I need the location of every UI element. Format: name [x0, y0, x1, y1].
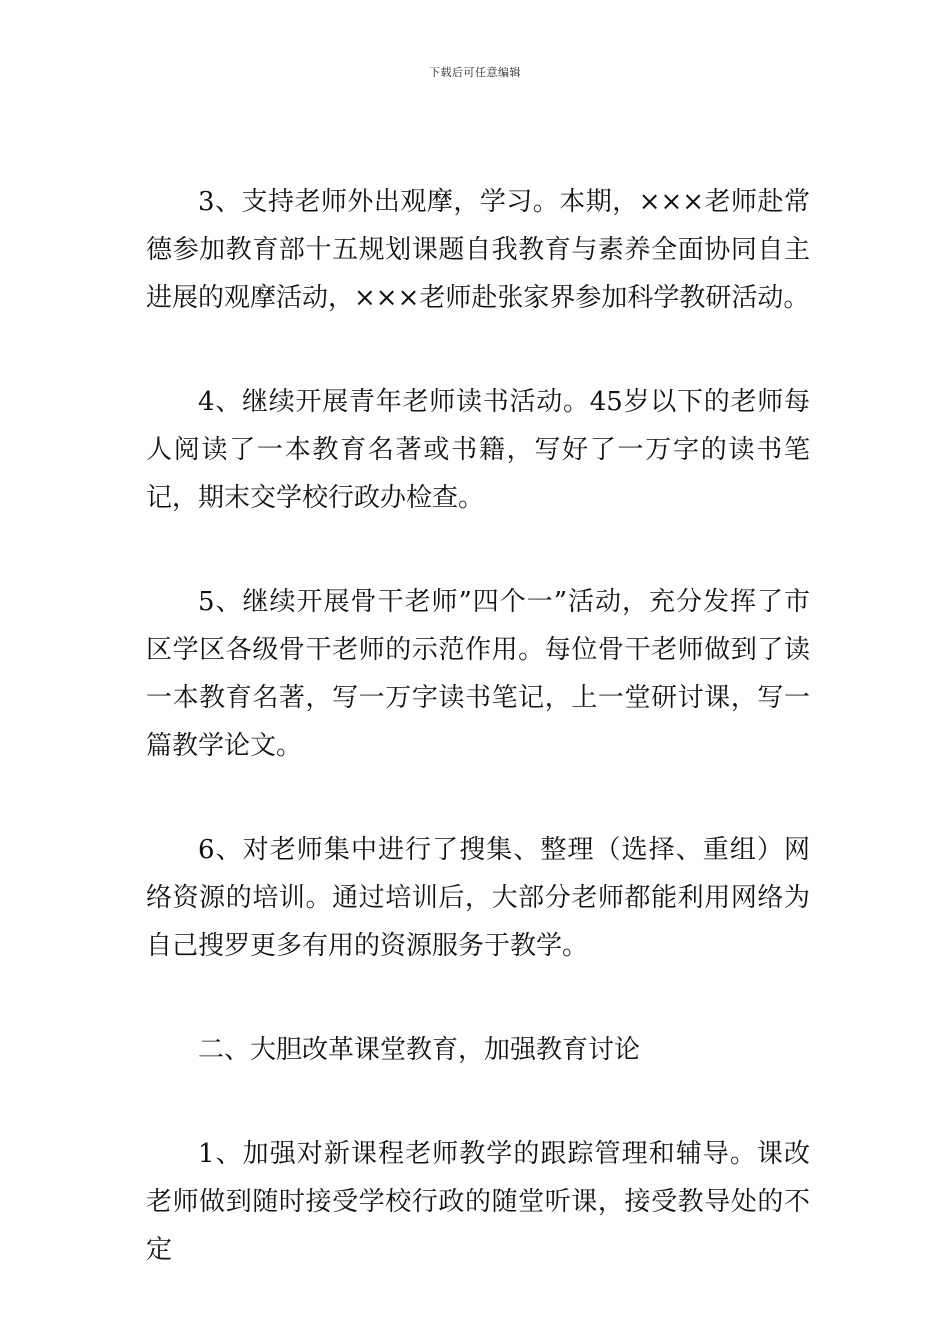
paragraph-spacer — [146, 322, 810, 378]
paragraph-spacer — [146, 770, 810, 826]
paragraph-item-6: 6、对老师集中进行了搜集、整理（选择、重组）网络资源的培训。通过培训后，大部分老师都能利用网络为自己搜罗更多有用的资源服务于教学。 — [146, 835, 810, 961]
page-header-note: 下载后可任意编辑 — [429, 66, 521, 79]
paragraph-item-3: 3、支持老师外出观摩，学习。本期，×××老师赴常德参加教育部十五规划课题自我教育与素养全面协同自主进展的观摩活动，×××老师赴张家界参加科学教研活动。 — [146, 187, 810, 313]
section-heading: 二、大胆改革课堂教育，加强教育讨论 — [198, 1035, 641, 1065]
paragraph-spacer — [146, 522, 810, 578]
paragraph-item-5: 5、继续开展骨干老师”四个一”活动，充分发挥了市区学区各级骨干老师的示范作用。每位骨干老师做到了读一本教育名著，写一万字读书笔记，上一堂研讨课，写一篇教学论文。 — [146, 587, 810, 761]
document-body — [146, 178, 810, 1274]
paragraph-spacer — [146, 1074, 810, 1130]
paragraph-item-1: 1、加强对新课程老师教学的跟踪管理和辅导。课改老师做到随时接受学校行政的随堂听课，接受教导处的不定 — [146, 1139, 810, 1265]
paragraph-spacer — [146, 970, 810, 1026]
paragraph-item-4: 4、继续开展青年老师读书活动。45岁以下的老师每人阅读了一本教育名著或书籍，写好了一万字的读书笔记，期末交学校行政办检查。 — [146, 387, 810, 513]
